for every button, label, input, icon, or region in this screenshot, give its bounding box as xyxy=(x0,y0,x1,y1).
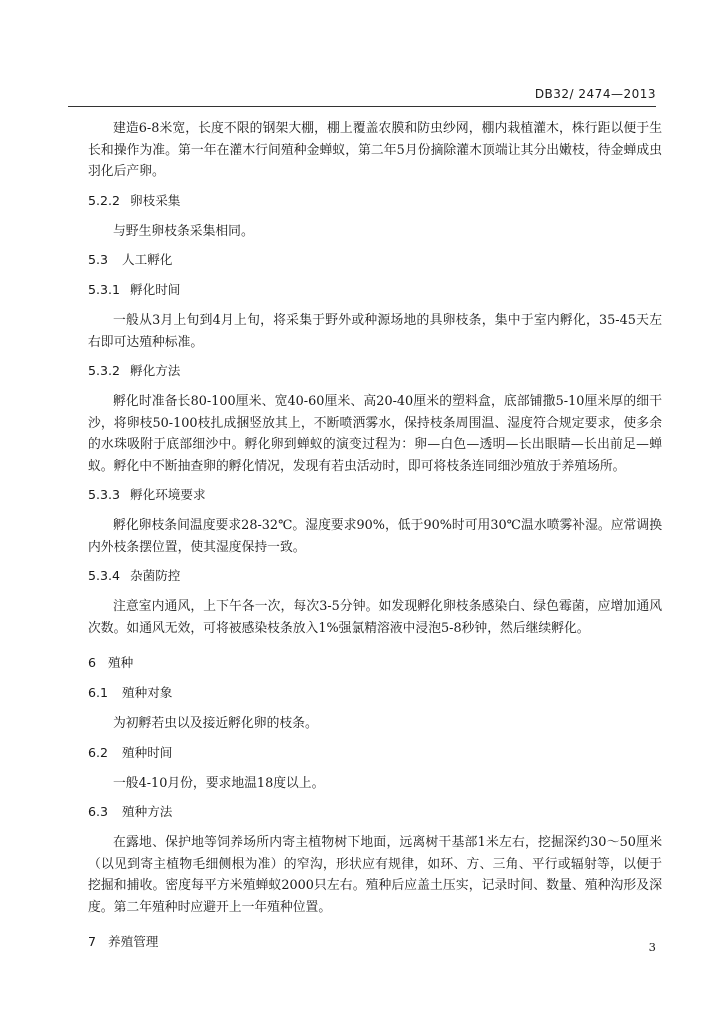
heading-title: 孵化方法 xyxy=(130,363,181,378)
heading-5-3-2 xyxy=(88,361,662,381)
heading-number: 5.3.3 xyxy=(88,487,121,502)
heading-number: 5.3 xyxy=(88,252,109,267)
heading-6 xyxy=(88,653,662,673)
heading-title: 孵化时间 xyxy=(130,282,181,297)
heading-6-3 xyxy=(88,802,662,822)
intro-paragraph: 建造6-8米宽，长度不限的钢架大棚，棚上覆盖农膜和防虫纱网，棚内栽植灌木，株行距以便于生长和操作为准。第一年在灌木行间殖种金蝉蚁，第二年5月份摘除灌木顶端让其分出嫩枝，待金蝉成虫羽化后产卵。 xyxy=(88,121,662,179)
document-id: DB32/ 2474—2013 xyxy=(534,87,656,101)
heading-title: 杂菌防控 xyxy=(130,568,181,583)
paragraph-5-2-2: 与野生卵枝条采集相同。 xyxy=(113,223,254,239)
heading-number: 7 xyxy=(88,934,97,949)
heading-number: 5.3.4 xyxy=(88,568,121,583)
heading-6-2 xyxy=(88,743,662,763)
paragraph-5-3-2: 孵化时准备长80-100厘米、宽40-60厘米、高20-40厘米的塑料盒，底部铺撒5-10厘米厚的细干沙，将卵枝50-100枝扎成捆竖放其上，不断喷洒雾水，保持枝条周围温、湿度符合规定要求，使多余的水珠吸附于底部细沙中。孵化卵到蝉蚁的演变过程为：卵—白色—透明—长出眼睛—长出前足—蝉蚁。孵化中不断抽查卵的孵化情况，发现有若虫活动时，即可将枝条连同细沙殖放于养殖场所。 xyxy=(88,394,662,474)
heading-7 xyxy=(88,932,662,952)
page-number: 3 xyxy=(648,940,656,954)
heading-number: 5.3.1 xyxy=(88,282,121,297)
heading-5-3 xyxy=(88,250,662,270)
header-rule xyxy=(68,106,656,107)
paragraph-6-2: 一般4-10月份，要求地温18度以上。 xyxy=(113,775,325,791)
heading-title: 卵枝采集 xyxy=(130,192,181,208)
heading-5-3-3 xyxy=(88,485,662,505)
heading-number: 6.2 xyxy=(88,744,109,760)
heading-5-3-4 xyxy=(88,566,662,586)
heading-number: 5.3.2 xyxy=(88,363,121,378)
heading-title: 养殖管理 xyxy=(108,934,159,949)
paragraph-6-3: 在露地、保护地等饲养场所内寄主植物树下地面，远离树干基部1米左右，挖掘深约30～50厘米（以见到寄主植物毛细侧根为准）的窄沟，形状应有规律，如环、方、三角、平行或辐射等，以便于挖掘和捕收。密度每平方米殖蝉蚁2000只左右。殖种后应盖土压实，记录时间、数量、殖种沟形及深度。第二年殖种时应避开上一年殖种位置。 xyxy=(88,835,662,915)
heading-6-1 xyxy=(88,683,662,703)
heading-5-3-1 xyxy=(88,280,662,300)
paragraph-6-1: 为初孵若虫以及接近孵化卵的枝条。 xyxy=(113,716,318,731)
heading-number: 6 xyxy=(88,655,97,670)
heading-number: 6.1 xyxy=(88,685,109,700)
paragraph-5-3-1: 一般从3月上旬到4月上旬，将采集于野外或种源场地的具卵枝条，集中于室内孵化，35-45天左右即可达殖种标准。 xyxy=(88,313,662,350)
heading-5-2-2 xyxy=(88,191,662,211)
heading-title: 殖种对象 xyxy=(122,685,173,700)
heading-number: 5.2.2 xyxy=(88,192,121,208)
paragraph-5-3-4: 注意室内通风，上下午各一次，每次3-5分钟。如发现孵化卵枝条感染白、绿色霉菌，应增加通风次数。如通风无效，可将被感染枝条放入1%强氯精溶液中浸泡5-8秒钟，然后继续孵化。 xyxy=(88,599,662,636)
heading-title: 人工孵化 xyxy=(122,252,173,267)
heading-number: 6.3 xyxy=(88,804,109,819)
heading-title: 殖种时间 xyxy=(122,744,173,760)
heading-title: 殖种方法 xyxy=(122,804,173,819)
paragraph-5-3-3: 孵化卵枝条间温度要求28-32℃。湿度要求90%，低于90%时可用30℃温水喷雾补湿。应常调换内外枝条摆位置，使其湿度保持一致。 xyxy=(88,518,662,555)
heading-title: 殖种 xyxy=(108,655,134,670)
heading-title: 孵化环境要求 xyxy=(130,487,206,502)
content xyxy=(88,118,662,962)
